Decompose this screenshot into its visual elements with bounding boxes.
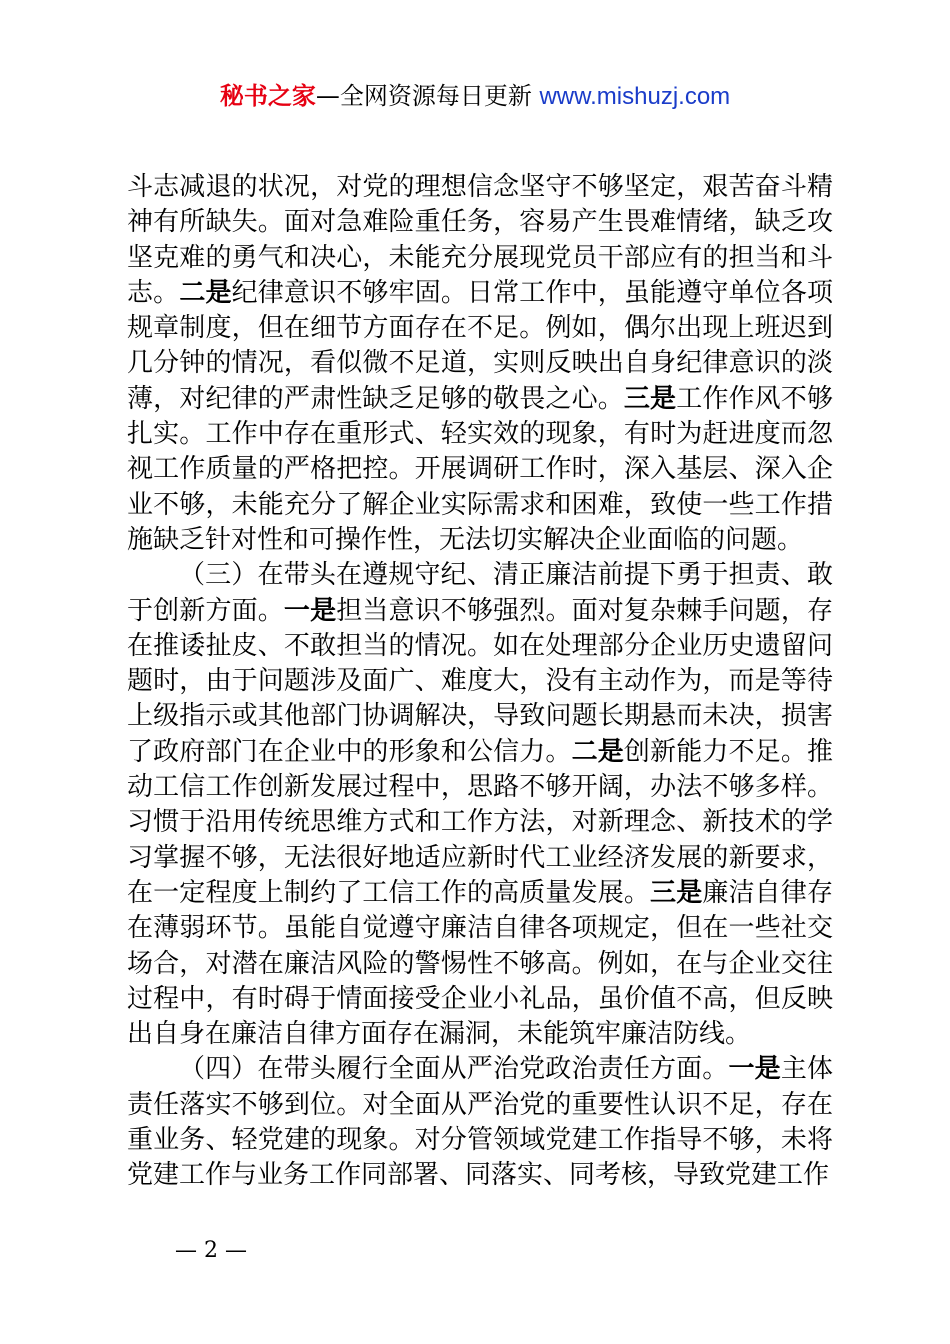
- paragraph: [127, 558, 833, 1052]
- site-tagline: —全网资源每日更新: [315, 82, 540, 110]
- text-segment: 工作作风不够扎实。工作中存在重形式、轻实效的现象，有时为赶进度而忽视工作质量的严格把控。开展调研工作时，深入基层、深入企业不够，未能充分了解企业实际需求和困难，致使一些工作措施缺乏针对性和可操作性，无法切实解决企业面临的问题。: [127, 383, 833, 555]
- text-segment: （三）在带头在遵规守纪、清正廉洁前提下勇于担责、敢于创新方面。: [127, 560, 833, 626]
- site-brand: 秘书之家: [219, 82, 316, 110]
- bold-marker: 一是: [728, 1054, 781, 1085]
- bold-marker: 二是: [179, 277, 232, 308]
- bold-marker: 三是: [623, 383, 677, 414]
- text-segment: 担当意识不够强烈。面对复杂棘手问题，存在推诿扯皮、不敢担当的情况。如在处理部分企业历史遗留问题时，由于问题涉及面广、难度大，没有主动作为，而是等待上级指示或其他部门协调解决，导致问题长期悬而未决，损害了政府部门在企业中的形象和公信力。: [127, 595, 833, 767]
- text-segment: 斗志减退的状况，对党的理想信念坚守不够坚定，艰苦奋斗精神有所缺失。面对急难险重任务，容易产生畏难情绪，缺乏攻坚克难的勇气和决心，未能充分展现党员干部应有的担当和斗志。: [127, 172, 833, 308]
- text-segment: （四）在带头履行全面从严治党政治责任方面。: [179, 1054, 729, 1085]
- bold-marker: 三是: [650, 877, 703, 908]
- site-header: [0, 80, 950, 113]
- document-body: [127, 170, 833, 1194]
- bold-marker: 二是: [571, 736, 624, 767]
- paragraph: [127, 1052, 833, 1193]
- text-segment: 主体责任落实不够到位。对全面从严治党的重要性认识不足，存在重业务、轻党建的现象。对分管领域党建工作指导不够，未将党建工作与业务工作同部署、同落实、同考核，导致党建工作: [127, 1054, 833, 1191]
- site-url-link[interactable]: www.mishuzj.com: [539, 83, 731, 110]
- text-segment: 纪律意识不够牢固。日常工作中，虽能遵守单位各项规章制度，但在细节方面存在不足。例如，偶尔出现上班迟到几分钟的情况，看似微不足道，实则反映出自身纪律意识的淡薄，对纪律的严肃性缺乏足够的敬畏之心。: [127, 277, 833, 414]
- bold-marker: 一是: [283, 595, 337, 626]
- paragraph: [127, 170, 833, 558]
- text-segment: 廉洁自律存在薄弱环节。虽能自觉遵守廉洁自律各项规定，但在一些社交场合，对潜在廉洁风险的警惕性不够高。例如，在与企业交往过程中，有时碍于情面接受企业小礼品，虽价值不高，但反映出自身在廉洁自律方面存在漏洞，未能筑牢廉洁防线。: [127, 877, 833, 1050]
- page-number: — 2 —: [175, 1238, 247, 1263]
- text-segment: 创新能力不足。推动工信工作创新发展过程中，思路不够开阔，办法不够多样。习惯于沿用传统思维方式和工作方法，对新理念、新技术的学习掌握不够，无法很好地适应新时代工业经济发展的新要求，在一定程度上制约了工信工作的高质量发展。: [127, 736, 833, 908]
